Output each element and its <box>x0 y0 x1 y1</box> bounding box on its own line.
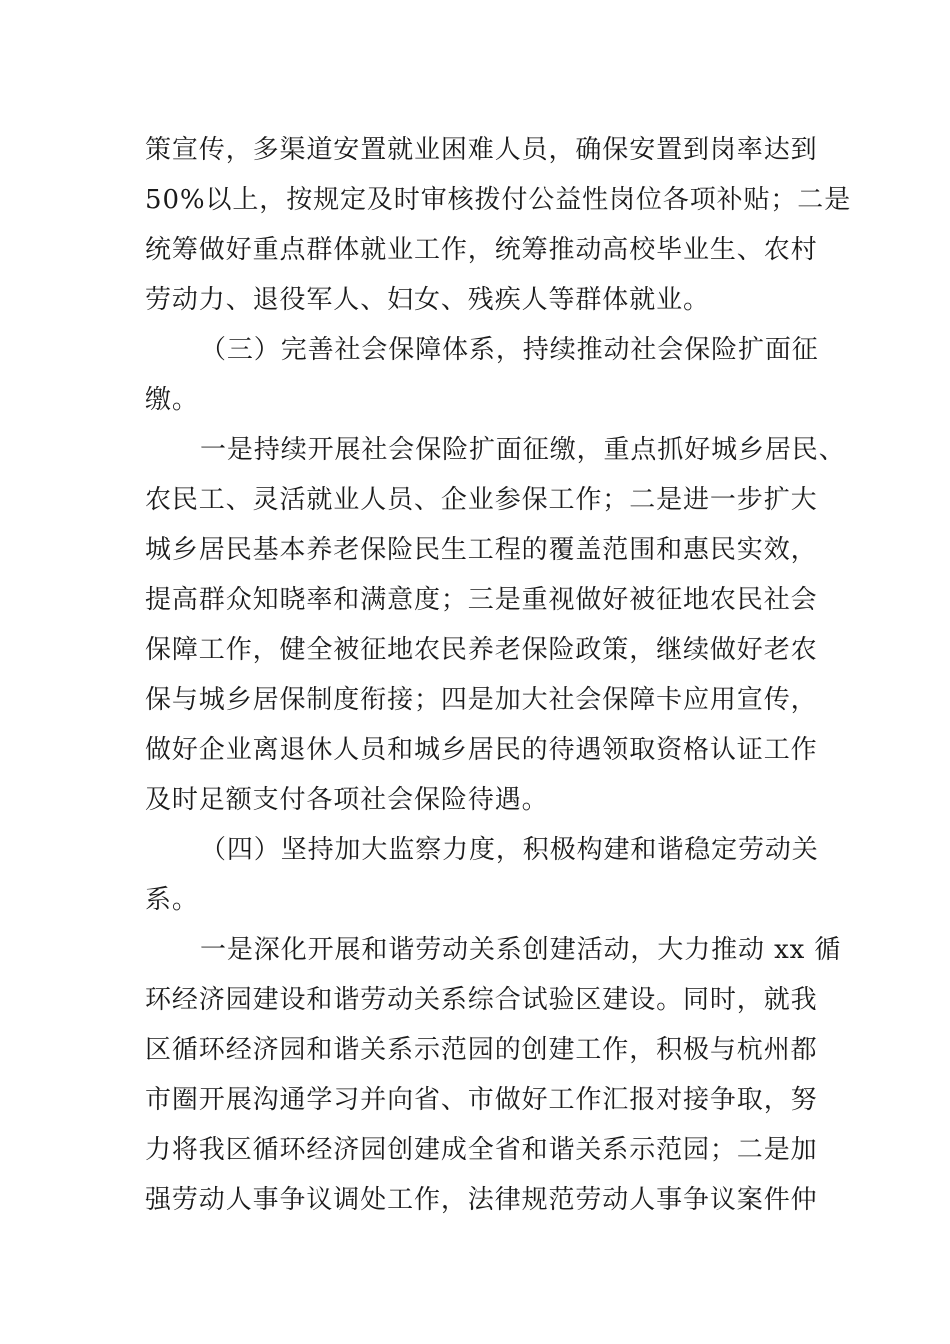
text-line: 强劳动人事争议调处工作，法律规范劳动人事争议案件仲 <box>145 1185 818 1215</box>
text-line: 保与城乡居保制度衔接；四是加大社会保障卡应用宣传， <box>145 685 818 715</box>
text-line: 及时足额支付各项社会保险待遇。 <box>145 785 549 815</box>
section-heading-line: 系。 <box>145 885 199 915</box>
text-line: 统筹做好重点群体就业工作，统筹推动高校毕业生、农村 <box>145 235 818 265</box>
text-line: 50%以上，按规定及时审核拨付公益性岗位各项补贴；二是 <box>145 185 852 215</box>
section-heading-line: （三）完善社会保障体系，持续推动社会保险扩面征 <box>200 335 819 365</box>
text-line: 保障工作，健全被征地农民养老保险政策，继续做好老农 <box>145 635 818 665</box>
text-line: 城乡居民基本养老保险民生工程的覆盖范围和惠民实效， <box>145 535 818 565</box>
text-line: 农民工、灵活就业人员、企业参保工作；二是进一步扩大 <box>145 485 818 515</box>
text-line: 劳动力、退役军人、妇女、残疾人等群体就业。 <box>145 285 710 315</box>
text-line: 环经济园建设和谐劳动关系综合试验区建设。同时，就我 <box>145 985 818 1015</box>
section-heading-line: 缴。 <box>145 385 199 415</box>
paragraph-first-line: 一是持续开展社会保险扩面征缴，重点抓好城乡居民、 <box>200 435 846 465</box>
text-line: 提高群众知晓率和满意度；三是重视做好被征地农民社会 <box>145 585 818 615</box>
text-line: 市圈开展沟通学习并向省、市做好工作汇报对接争取，努 <box>145 1085 818 1115</box>
paragraph-first-line: 一是深化开展和谐劳动关系创建活动，大力推动 xx 循 <box>200 935 842 965</box>
text-line: 策宣传，多渠道安置就业困难人员，确保安置到岗率达到 <box>145 135 818 165</box>
text-line: 做好企业离退休人员和城乡居民的待遇领取资格认证工作 <box>145 735 818 765</box>
text-line: 区循环经济园和谐关系示范园的创建工作，积极与杭州都 <box>145 1035 818 1065</box>
text-line: 力将我区循环经济园创建成全省和谐关系示范园；二是加 <box>145 1135 818 1165</box>
section-heading-line: （四）坚持加大监察力度，积极构建和谐稳定劳动关 <box>200 835 819 865</box>
